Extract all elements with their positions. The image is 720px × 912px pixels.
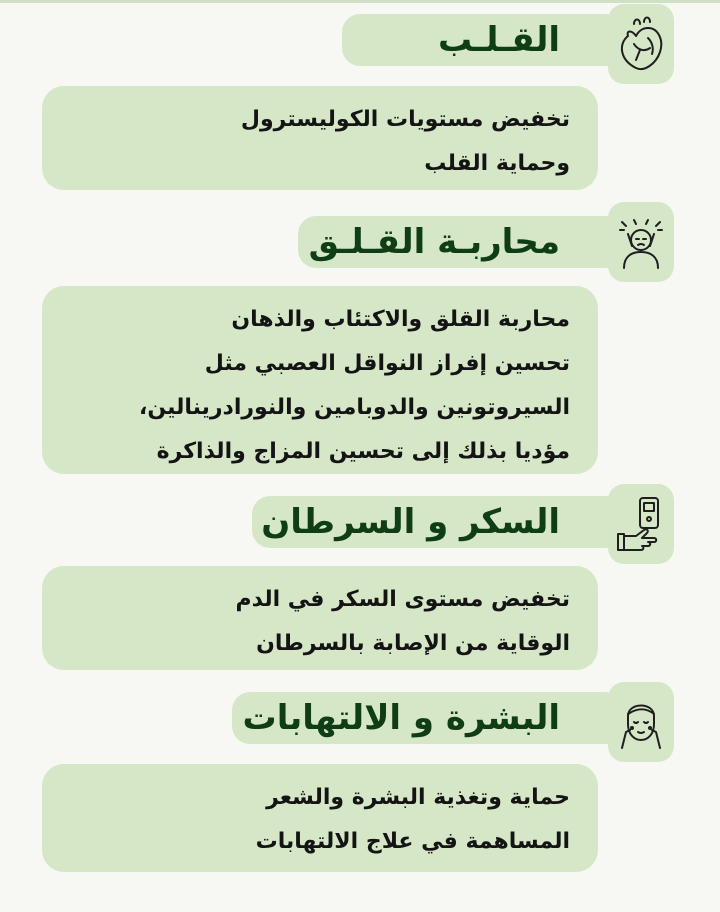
anxiety-line-4: مؤديا بذلك إلى تحسين المزاج والذاكرة [156, 439, 570, 464]
anxiety-line-1: محاربة القلق والاكتئاب والذهان [231, 307, 570, 332]
anxiety-title: محاربـة القـلـق [298, 216, 612, 268]
sugar-cancer-body [42, 566, 598, 670]
skin-title: البشرة و الالتهابات [232, 692, 612, 744]
skin-line-1: حماية وتغذية البشرة والشعر [266, 785, 570, 810]
anxiety-line-3: السيروتونين والدوبامين والنورادرينالين، [138, 395, 570, 420]
anxious-person-icon [614, 212, 668, 272]
heart-line-2: وحماية القلب [424, 151, 570, 176]
sugar-cancer-line-2: الوقاية من الإصابة بالسرطان [256, 631, 570, 656]
anxiety-icon-box [608, 202, 674, 282]
anxiety-line-2: تحسين إفراز النواقل العصبي مثل [204, 351, 570, 376]
face-skin-icon [614, 692, 668, 752]
top-divider [0, 0, 720, 3]
heart-icon-box [608, 4, 674, 84]
glucometer-icon [614, 494, 668, 554]
sugar-cancer-line-1: تخفيض مستوى السكر في الدم [235, 587, 570, 612]
face-icon-box [608, 682, 674, 762]
sugar-cancer-title: السكر و السرطان [252, 496, 612, 548]
heart-line-1: تخفيض مستويات الكوليسترول [240, 107, 570, 132]
heart-organ-icon [614, 14, 668, 74]
anxiety-body [42, 286, 598, 474]
glucometer-icon-box [608, 484, 674, 564]
heart-title: القـلـب [342, 14, 612, 66]
skin-body [42, 764, 598, 872]
heart-body [42, 86, 598, 190]
skin-line-2: المساهمة في علاج الالتهابات [255, 829, 570, 854]
